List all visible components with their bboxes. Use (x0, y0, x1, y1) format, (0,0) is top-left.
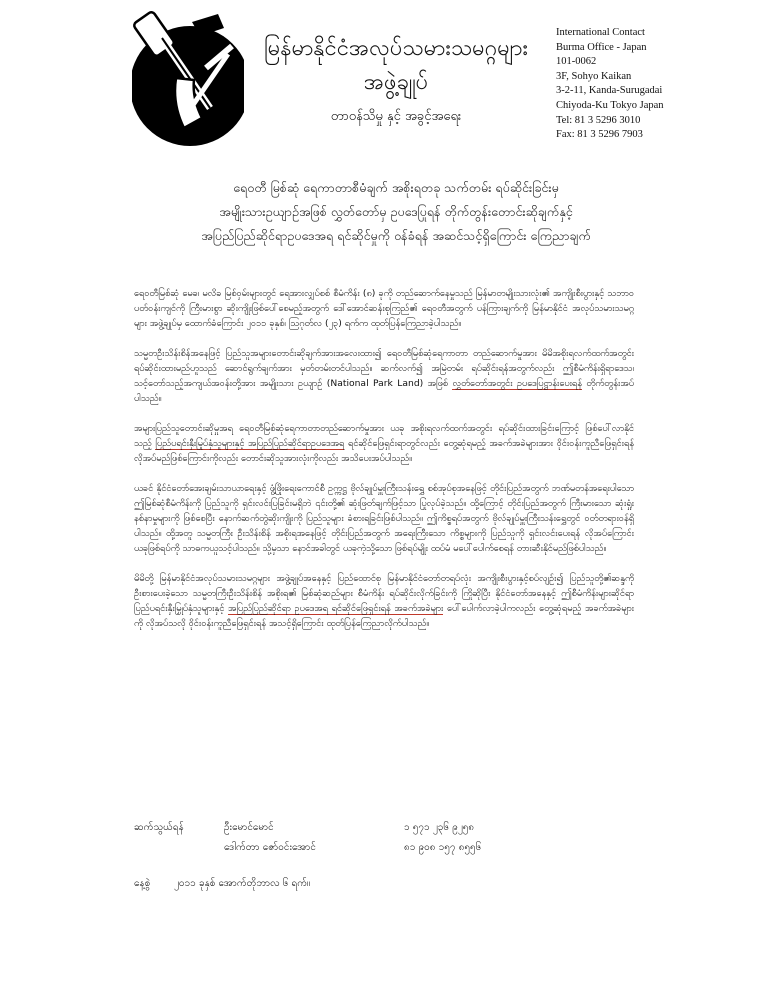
paragraph-text: သမ္မတဦးသိန်းစိန်အနေဖြင့် ပြည်သူအများတောင်းဆိုချက်အားအလေးထား၍ ရေဝတီမြစ်ဆုံရေကာတာ တည်ဆောက်မှုအား မိမိအစိုးရလက်ထက်အတွင်း ရပ်ဆိုင်းထားမည်ဟူသည် ဆောင်ရွက်ချက်အား မှတ်တမ်းတင်ပါသည်။ ဆက်လက်၍ အမြဲတမ်း ရပ်ဆိုင်းရန်အတွက်လည်း ဤစီမံကိန်းရှိရာဒေသ၊ သင့်တော်သည့်အကျယ်အဝန်းတို့အား အမျိုးသား ဥယျာဉ် (National Park Land) အဖြစ် (134, 348, 634, 389)
contact-line: Fax: 81 3 5296 7903 (556, 129, 643, 141)
contact-line: 3F, Sohyo Kaikan (556, 70, 632, 82)
document-date (134, 876, 310, 891)
contact-line: 101-0062 (556, 56, 597, 68)
underlined-text: လွှတ်တော်အတွင်း ဥပဒေပြဋ္ဌာန်းပေးရန် (452, 378, 582, 389)
date-value: ၂၀၁၁ ခုနှစ် အောက်တိုဘာလ ၆ ရက်။ (174, 878, 311, 889)
underlined-text: အပြည်ပြည်ဆိုင်ရာ ဥပဒေအရ ရင်ဆိုင်ဖြေရှင်းရန် အခက်အခဲများ (228, 603, 444, 614)
organization-name (250, 32, 542, 100)
contact-line: Burma Office - Japan (556, 41, 647, 53)
international-contact-block (556, 26, 761, 143)
paragraph-text: ယခင် နိုင်ငံတော်အေးချမ်းသာယာရေးနှင့် ဖွံ့ဖြိုးရေးကောင်စီ ဥက္ကဋ္ဌ ဗိုလ်ချုပ်မှူးကြီးသန်းရွှေ စစ်အုပ်စုအနေဖြင့် တိုင်းပြည်အတွက် ဘဏ်မတန်အရေးပါသော ဤမြစ်ဆုံစီမံကိန်းကို ပြည်သူကို ရှင်းလင်းပြခြင်းမရှိဘဲ ၎င်းတို့၏ ဆုံးဖြတ်ချက်ဖြင့်သာ ပြုလုပ်ခဲ့သည်။ ထို့ကြောင့် တိုင်းပြည်အတွက် ကြီးမားသော ဆုံးရှုံးနစ်နာမှုများကို ဖြစ်စေပြီး နောက်ဆက်တွဲဆိုးကျိုးကို ပြည်သူများ ခံစားရခြင်းဖြစ်ပါသည်။ ဤကိစ္စရပ်အတွက် ဗိုလ်ချုပ်မှူးကြီးသန်းရွှေတွင် ဝတ်တရားဝန်ရှိပါသည်။ ထို့အတူ သမ္မတကြီး ဦးသိန်းစိန် အစိုးရအနေဖြင့် တိုင်းပြည်အတွက် အရေးကြီးသော ကိစ္စများကို ပြည်သူကို ရှင်းလင်းပေးရန် လိုအပ်ကြောင်း ယခုဖြစ်ရပ်ကို သာဓကယူသင့်ပါသည်။ သို့မှသာ နောင်အခါတွင် ယခုကဲ့သို့သော ဖြစ်ရပ်မျိုး ထပ်မံ မပေါ်ပေါက်စေရန် တားဆီးနိုင်မည်ဖြစ်ပါသည်။ (134, 483, 634, 554)
paragraph-text: ပေါ်ပေါက်လာခဲ့ပါကလည်း တွေ့ဆုံရမည့် အခက်အခဲများကို လိုအပ်သလို ဝိုင်းဝန်းကူညီဖြေရှင်းရန် အသင့်ရှိကြောင်း ထုတ်ပြန်ကြေညာလိုက်ပါသည်။ (134, 603, 635, 629)
document-subject (96, 176, 696, 248)
organization-name-line2: အဖွဲ့ချုပ် (363, 70, 429, 95)
paragraph (134, 286, 634, 331)
contact-line: Tel: 81 3 5296 3010 (556, 114, 641, 126)
organization-department: တာဝန်သိမှု နှင့် အခွင့်အရေး (330, 109, 462, 124)
paragraph (134, 571, 634, 631)
paragraph (134, 481, 634, 556)
contact-line: International Contact (556, 27, 645, 38)
contact-row (134, 818, 694, 838)
contact-row (134, 838, 694, 858)
contact-label: ဆက်သွယ်ရန် (134, 822, 184, 833)
subject-line: ရေဝတီ မြစ်ဆုံ ရေကာတာစီမံချက် အစိုးရတခု သက်တမ်း ရပ်ဆိုင်းခြင်းမှ (233, 180, 559, 195)
paragraph-text: မိမိတို့ မြန်မာနိုင်ငံအလုပ်သမားသမဂ္ဂများ အဖွဲ့ချုပ်အနေနှင့် ပြည်ထောင်စု မြန်မာနိုင်ငံတော်တရပ်လုံး အကျိုးစီးပွားနှင့်စပ်လျဉ်း၍ ပြည်သူတို့၏ဆန္ဒကို ဦးစားပေးခဲ့သော သမ္မတကြီးဦးသိန်းစိန် အစိုးရ၏ မြစ်ဆုံဆည်များ စီမံကိန်း ရပ်ဆိုင်းလိုက်ခြင်းကို ကြိုဆိုပြီး နိုင်ငံတော်အနေနှင့် ဤစီမံကိန်းများဆိုင်ရာ ပြည်ပရင်းနှီးမြှုပ်နှံသူများနှင့် (134, 573, 634, 614)
subject-line: အပြည်ပြည်ဆိုင်ရာဥပဒေအရ ရင်ဆိုင်မှုကို ဝန်ခံရန် အဆင်သင့်ရှိကြောင်း ကြေညာချက် (201, 228, 591, 243)
date-label: နေ့စွဲ (134, 878, 151, 889)
paragraph-text: တိုက်တွန်းအပ်ပါသည်။ (134, 378, 634, 404)
contact-persons (134, 818, 694, 858)
statement-body (134, 286, 634, 646)
contact-name: ဒေါက်တာ ဇော်ဝင်းအောင် (224, 842, 316, 853)
paragraph (134, 421, 634, 466)
paragraph (134, 346, 634, 406)
contact-name: ဦးမောင်မောင် (224, 822, 274, 833)
paragraph-text: ရင်ဆိုင်ဖြေရှင်းရာတွင်လည်း တွေ့ဆုံရမည့် အခက်အခဲများအား ဝိုင်းဝန်းကူညီဖြေရှင်းရန် လိုအပ်မည်ဖြစ်ကြောင်းကိုလည်း တောင်းဆိုသူအားလုံးကိုလည်း အသိပေးအပ်ပါသည်။ (134, 438, 634, 464)
contact-phone: ၁ ၅၇၁ ၂၃၆ ၉၂၅၈ (404, 822, 475, 833)
contact-line: Chiyoda-Ku Tokyo Japan (556, 99, 664, 111)
contact-phone: ၈၁ ၉၀၈ ၁၅၇ ၈၅၅၆ (404, 842, 482, 853)
organization-name-line1: မြန်မာနိုင်ငံအလုပ်သမားသမဂ္ဂများ (264, 36, 528, 61)
contact-line: 3-2-11, Kanda-Surugadai (556, 85, 663, 97)
paragraph-text: ရေဝတီမြစ်ဆုံ မေခ၊ မလိခ မြစ်ဝှမ်းများတွင် ရေအားလျှပ်စစ် စီမံကိန်း (၈) ခုကို တည်ဆောက်နေမှုသည် မြန်မာတမျိုးသားလုံး၏ အကျိုးစီးပွားနှင့် သဘာဝပတ်ဝန်းကျင်ကို ကြီးမားစွာ ဆိုးကျိုးဖြစ်ပေါ်စေမည့်အတွက် ဒေါ်အောင်ဆန်းစုကြည်၏ ရေဝတီအတွက် ပန်ကြားချက်ကို မြန်မာနိုင်ငံ အလုပ်သမားသမဂ္ဂများ အဖွဲ့ချုပ်မှ ထောက်ခံကြောင်း ၂၀၁၁ ခုနှစ်၊ ဩဂုတ်လ (၂၃) ရက်က ထုတ်ပြန်ကြေညာခဲ့ပါသည်။ (134, 288, 634, 329)
underlined-text: ပြည်ပရင်းနှီးမြုပ်နှံသူများနှင့် အပြည်ပြည်ဆိုင်ရာဥပဒေအရ (155, 438, 345, 449)
paragraph-text: အများပြည်သူတောင်းဆိုမှုအရ ရေဝတီမြစ်ဆုံရေကာတာတည်ဆောက်မှုအား ယခု အစိုးရလက်ထက်အတွင်း ရပ်ဆိုင်းထားခြင်းကြောင့် ဖြစ်ပေါ်လာနိုင်သည့် (134, 423, 634, 449)
subject-line: အမျိုးသားဥယျာဉ်အဖြစ် လွှတ်တော်မှ ဥပဒေပြုရန် တိုက်တွန်းတောင်းဆိုချက်နှင့် (219, 204, 573, 219)
union-logo-emblem (132, 8, 244, 156)
